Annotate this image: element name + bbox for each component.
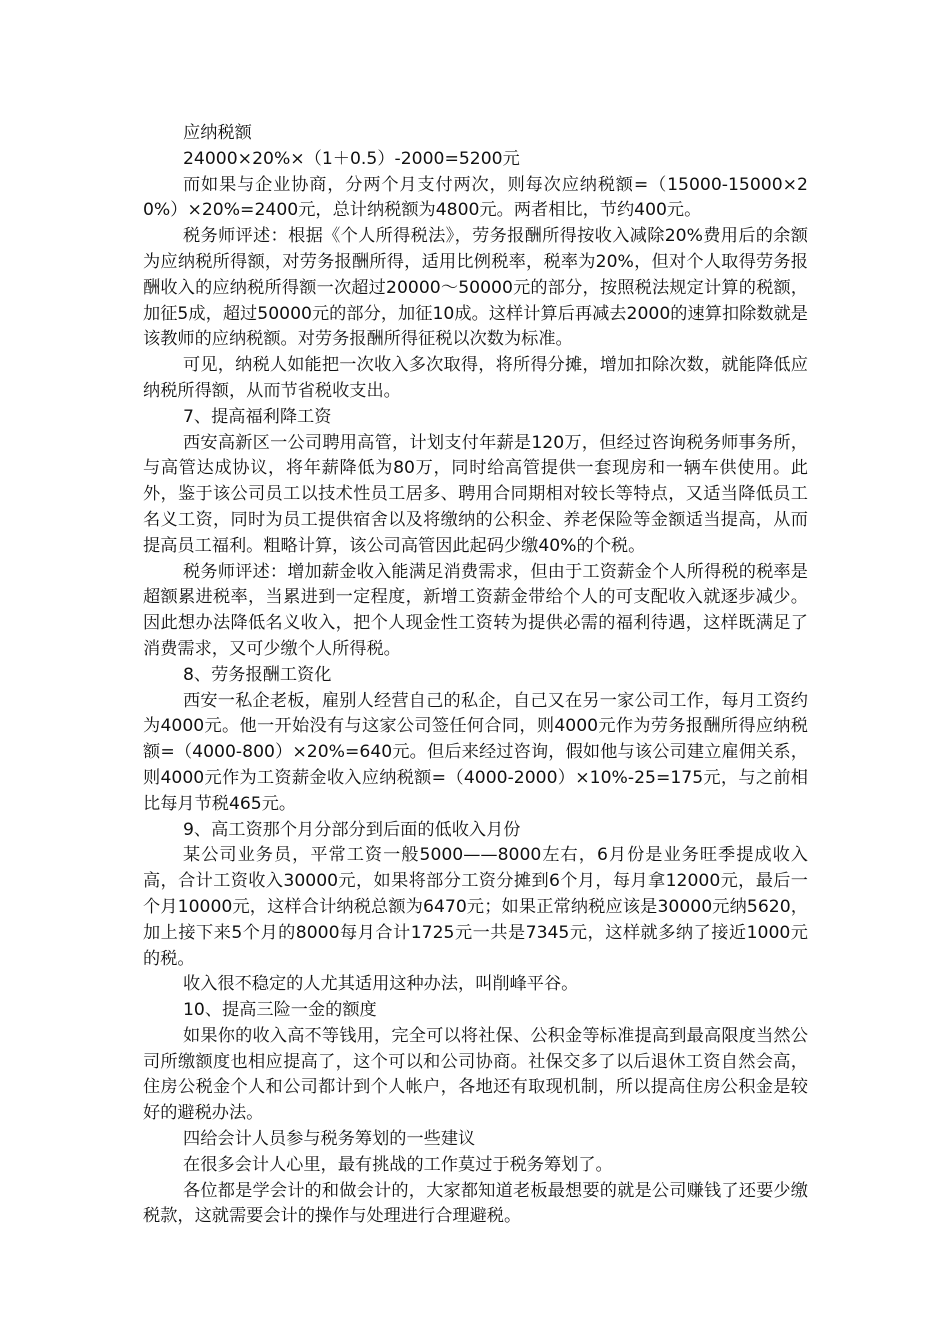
paragraph-formula: 24000×20%×（1＋0.5）-2000=5200元 [183, 148, 520, 169]
section-heading-10: 10、提高三险一金的额度 [183, 1000, 377, 1021]
paragraph-closing: 各位都是学会计的和做会计的，大家都知道老板最想要的就是公司赚钱了还要少缴税款，这就需要会计的操作与处理进行合理避税。 [143, 1180, 808, 1227]
document-page [143, 121, 808, 1230]
paragraph-case-9: 某公司业务员，平常工资一般5000——8000左右，6月份是业务旺季提成收入高，合计工资收入30000元，如果将部分工资分摊到6个月，每月拿12000元，最后一个月10000元，这样合计纳税总额为6470元；如果正常纳税应该是30000元纳5620，加上接下来5个月的8000每月合计1725元一共是7345元，这样就多纳了接近1000元的税。 [143, 845, 808, 969]
paragraph-case-10: 如果你的收入高不等钱用，完全可以将社保、公积金等标准提高到最高限度当然公司所缴额度也相应提高了，这个可以和公司协商。社保交多了以后退休工资自然会高，住房公税金个人和公司都计到个人帐户，各地还有取现机制，所以提高住房公积金是较好的避税办法。 [143, 1025, 808, 1124]
paragraph-tax-payable-label: 应纳税额 [183, 123, 252, 143]
paragraph-case-7: 西安高新区一公司聘用高管，计划支付年薪是120万，但经过咨询税务师事务所，与高管达成协议，将年薪降低为80万，同时给高管提供一套现房和一辆车供使用。此外，鉴于该公司员工以技术性员工居多、聘用合同期相对较长等特点，又适当降低员工名义工资，同时为员工提供宿舍以及将缴纳的公积金、养老保险等金额适当提高，从而提高员工福利。粗略计算，该公司高管因此起码少缴40%的个税。 [143, 432, 808, 556]
paragraph-case-8: 西安一私企老板，雇别人经营自己的私企，自己又在另一家公司工作，每月工资约为4000元。他一开始没有与这家公司签任何合同，则4000元作为劳务报酬所得应纳税额=（4000-800）×20%=640元。但后来经过咨询，假如他与该公司建立雇佣关系，则4000元作为工资薪金收入应纳税额=（4000-2000）×10%-25=175元，与之前相比每月节税465元。 [143, 690, 808, 814]
paragraph-review-7: 税务师评述：增加薪金收入能满足消费需求，但由于工资薪金个人所得税的税率是超额累进税率，当累进到一定程度，新增工资薪金带给个人的可支配收入就逐步减少。因此想办法降低名义收入，把个人现金性工资转为提供必需的福利待遇，这样既满足了消费需求，又可少缴个人所得税。 [143, 561, 808, 659]
section-heading-7: 7、提高福利降工资 [183, 406, 332, 427]
section-heading-8: 8、劳务报酬工资化 [183, 664, 332, 685]
section-heading-4: 四给会计人员参与税务筹划的一些建议 [183, 1129, 476, 1150]
paragraph-intro-4: 在很多会计人心里，最有挑战的工作莫过于税务筹划了。 [183, 1154, 613, 1175]
paragraph-note-9: 收入很不稳定的人尤其适用这种办法，叫削峰平谷。 [183, 974, 579, 995]
section-heading-9: 9、高工资那个月分部分到后面的低收入月份 [183, 819, 521, 840]
paragraph-negotiation: 而如果与企业协商，分两个月支付两次，则每次应纳税额=（15000-15000×20%）×20%=2400元，总计纳税额为4800元。两者相比，节约400元。 [143, 174, 808, 221]
paragraph-review-1: 税务师评述：根据《个人所得税法》，劳务报酬所得按收入减除20%费用后的余额为应纳税所得额，对劳务报酬所得，适用比例税率，税率为20%，但对个人取得劳务报酬收入的应纳税所得额一次超过20000～50000元的部分，按照税法规定计算的税额，加征5成，超过50000元的部分，加征10成。这样计算后再减去2000的速算扣除数就是该教师的应纳税额。对劳务报酬所得征税以次数为标准。 [143, 226, 808, 350]
paragraph-conclusion-1: 可见，纳税人如能把一次收入多次取得，将所得分摊，增加扣除次数，就能降低应纳税所得额，从而节省税收支出。 [143, 355, 808, 401]
